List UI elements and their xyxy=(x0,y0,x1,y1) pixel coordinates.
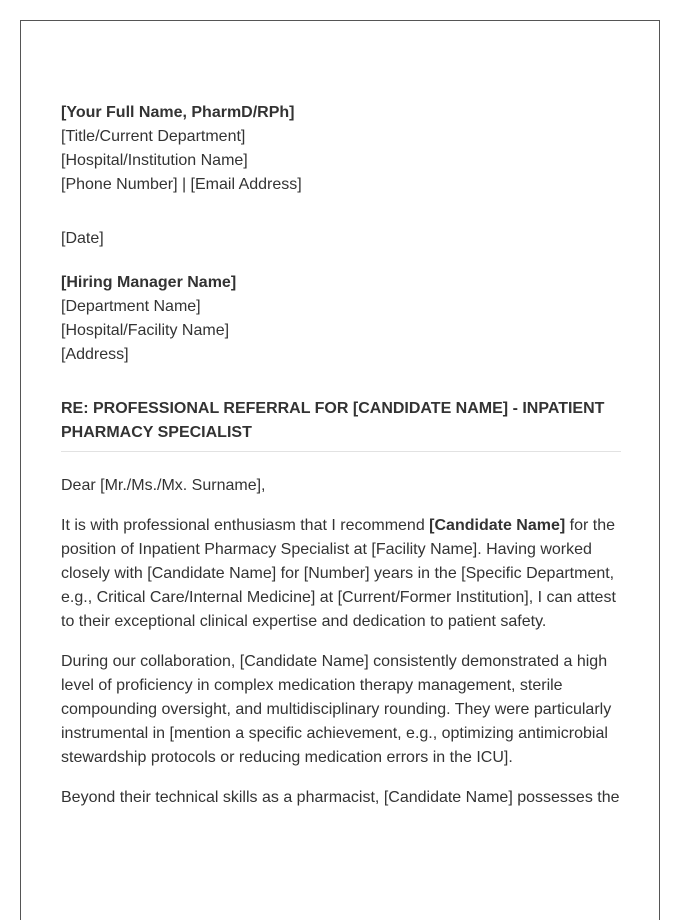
recipient-block xyxy=(61,271,621,367)
recipient-name: [Hiring Manager Name] xyxy=(61,274,237,291)
letter-content xyxy=(61,101,621,810)
recipient-address: [Address] xyxy=(61,346,129,363)
candidate-name-bold: [Candidate Name] xyxy=(429,517,566,534)
subject-line-1: RE: PROFESSIONAL REFERRAL FOR [CANDIDATE NAME] - INPATIENT xyxy=(61,400,605,417)
sender-contact: [Phone Number] | [Email Address] xyxy=(61,176,302,193)
paragraph-1-intro: It is with professional enthusiasm that I recommend xyxy=(61,517,430,534)
body-paragraph-1 xyxy=(61,514,621,634)
sender-title: [Title/Current Department] xyxy=(61,128,246,145)
sender-institution: [Hospital/Institution Name] xyxy=(61,152,248,169)
recipient-facility: [Hospital/Facility Name] xyxy=(61,322,230,339)
salutation: Dear [Mr./Ms./Mx. Surname], xyxy=(61,477,266,494)
subject-line xyxy=(61,397,621,452)
letter-page xyxy=(20,20,660,920)
sender-name: [Your Full Name, PharmD/RPh] xyxy=(61,104,295,121)
body-paragraph-3: Beyond their technical skills as a pharmacist, [Candidate Name] possesses the xyxy=(61,789,620,806)
subject-line-2: PHARMACY SPECIALIST xyxy=(61,424,252,441)
recipient-department: [Department Name] xyxy=(61,298,201,315)
sender-block xyxy=(61,101,621,197)
date-block xyxy=(61,227,621,251)
body-paragraph-2: During our collaboration, [Candidate Name] consistently demonstrated a high level of proficiency in complex medication therapy management, sterile compounding oversight, and multidisciplinary rounding. They were particularly instrumental in [mention a specific achievement, e.g., optimizing antimicrobial stewardship protocols or reducing medication errors in the ICU]. xyxy=(61,653,612,766)
letter-date: [Date] xyxy=(61,230,104,247)
paragraph-1-rest: for the position of Inpatient Pharmacy Specialist at [Facility Name]. Having worked closely with [Candidate Name] for [Number] years in the [Specific Department, e.g., Critical Care/Internal Medicine] at [Current/Former Institution], I can attest to their exceptional clinical expertise and dedication to patient safety. xyxy=(61,517,616,630)
